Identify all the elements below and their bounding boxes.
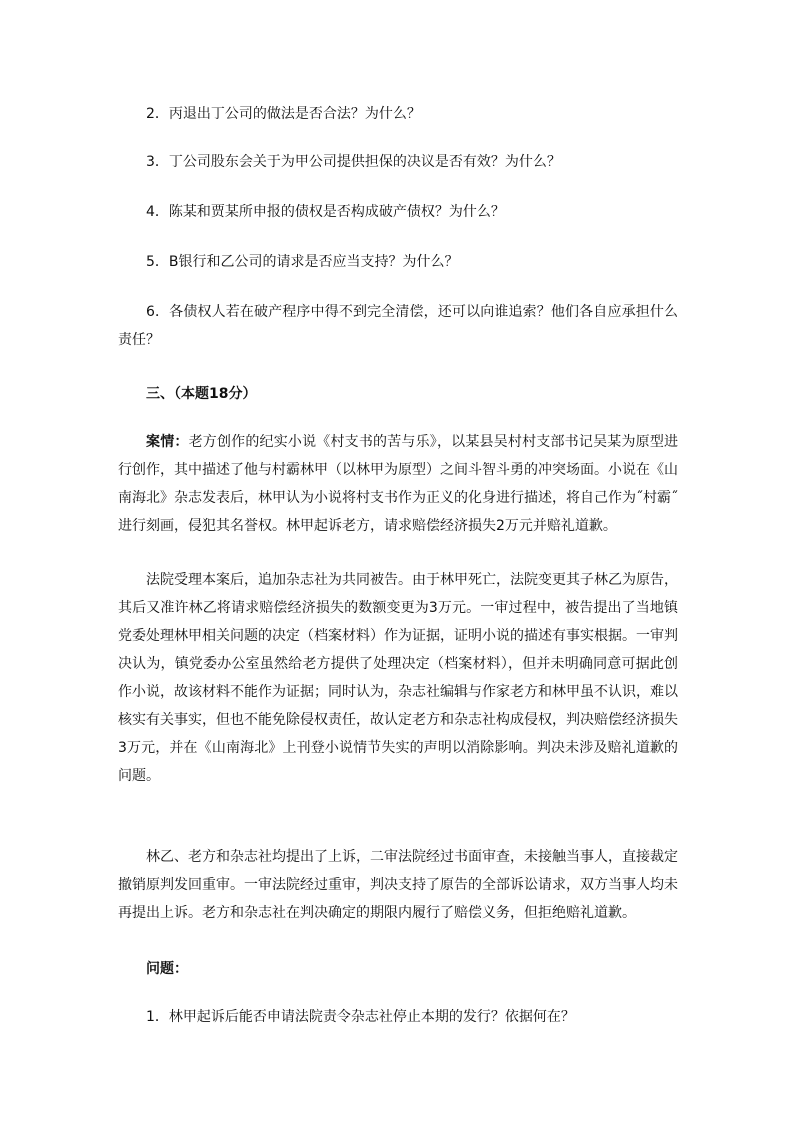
question-4: 4．陈某和贾某所申报的债权是否构成破产债权？为什么？ [146, 204, 505, 220]
case-label: 案情： [146, 434, 189, 450]
questions-label: 问题： [146, 961, 188, 977]
case-paragraph-2: 法院受理本案后，追加杂志社为共同被告。由于林甲死亡，法院变更其子林乙为原告，其后又准许林乙将请求赔偿经济损失的数额变更为3万元。一审过程中，被告提出了当地镇党委处理林甲相关问题的决定（档案材料）作为证据，证明小说的描述有事实根据。一审判决认为，镇党委办公室虽然给老方提供了处理决定（档案材料），但并未明确同意可据此创作小说，故该材料不能作为证据；同时认为，杂志社编辑与作家老方和林甲虽不认识，难以核实有关事实，但也不能免除侵权责任，故认定老方和杂志社构成侵权，判决赔偿经济损失3万元，并在《山南海北》上刊登小说情节失实的声明以消除影响。判决未涉及赔礼道歉的问题。 [118, 572, 678, 784]
question-5: 5．B银行和乙公司的请求是否应当支持？为什么？ [146, 254, 459, 270]
case-paragraph-3: 林乙、老方和杂志社均提出了上诉，二审法院经过书面审查，未接触当事人，直接裁定撤销原判发回重审。一审法院经过重审，判决支持了原告的全部诉讼请求，双方当事人均未再提出上诉。老方和杂志社在判决确定的期限内履行了赔偿义务，但拒绝赔礼道歉。 [118, 849, 678, 921]
question-1: 1．林甲起诉后能否申请法院责令杂志社停止本期的发行？依据何在？ [146, 1009, 575, 1025]
question-3: 3．丁公司股东会关于为甲公司提供担保的决议是否有效？为什么？ [146, 154, 561, 170]
case-paragraph [118, 428, 678, 540]
question-6: 6．各债权人若在破产程序中得不到完全清偿，还可以向谁追索？他们各自应承担什么责任？ [118, 304, 678, 348]
section-heading: 三、（本题18分） [146, 386, 257, 402]
question-2: 2．丙退出丁公司的做法是否合法？为什么？ [146, 106, 421, 122]
case-text: 老方创作的纪实小说《村支书的苦与乐》，以某县吴村村支部书记吴某为原型进行创作，其中描述了他与村霸林甲（以林甲为原型）之间斗智斗勇的冲突场面。小说在《山南海北》杂志发表后，林甲认为小说将村支书作为正义的化身进行描述，将自己作为˝村霸˝进行刻画，侵犯其名誉权。林甲起诉老方，请求赔偿经济损失2万元并赔礼道歉。 [118, 434, 679, 534]
